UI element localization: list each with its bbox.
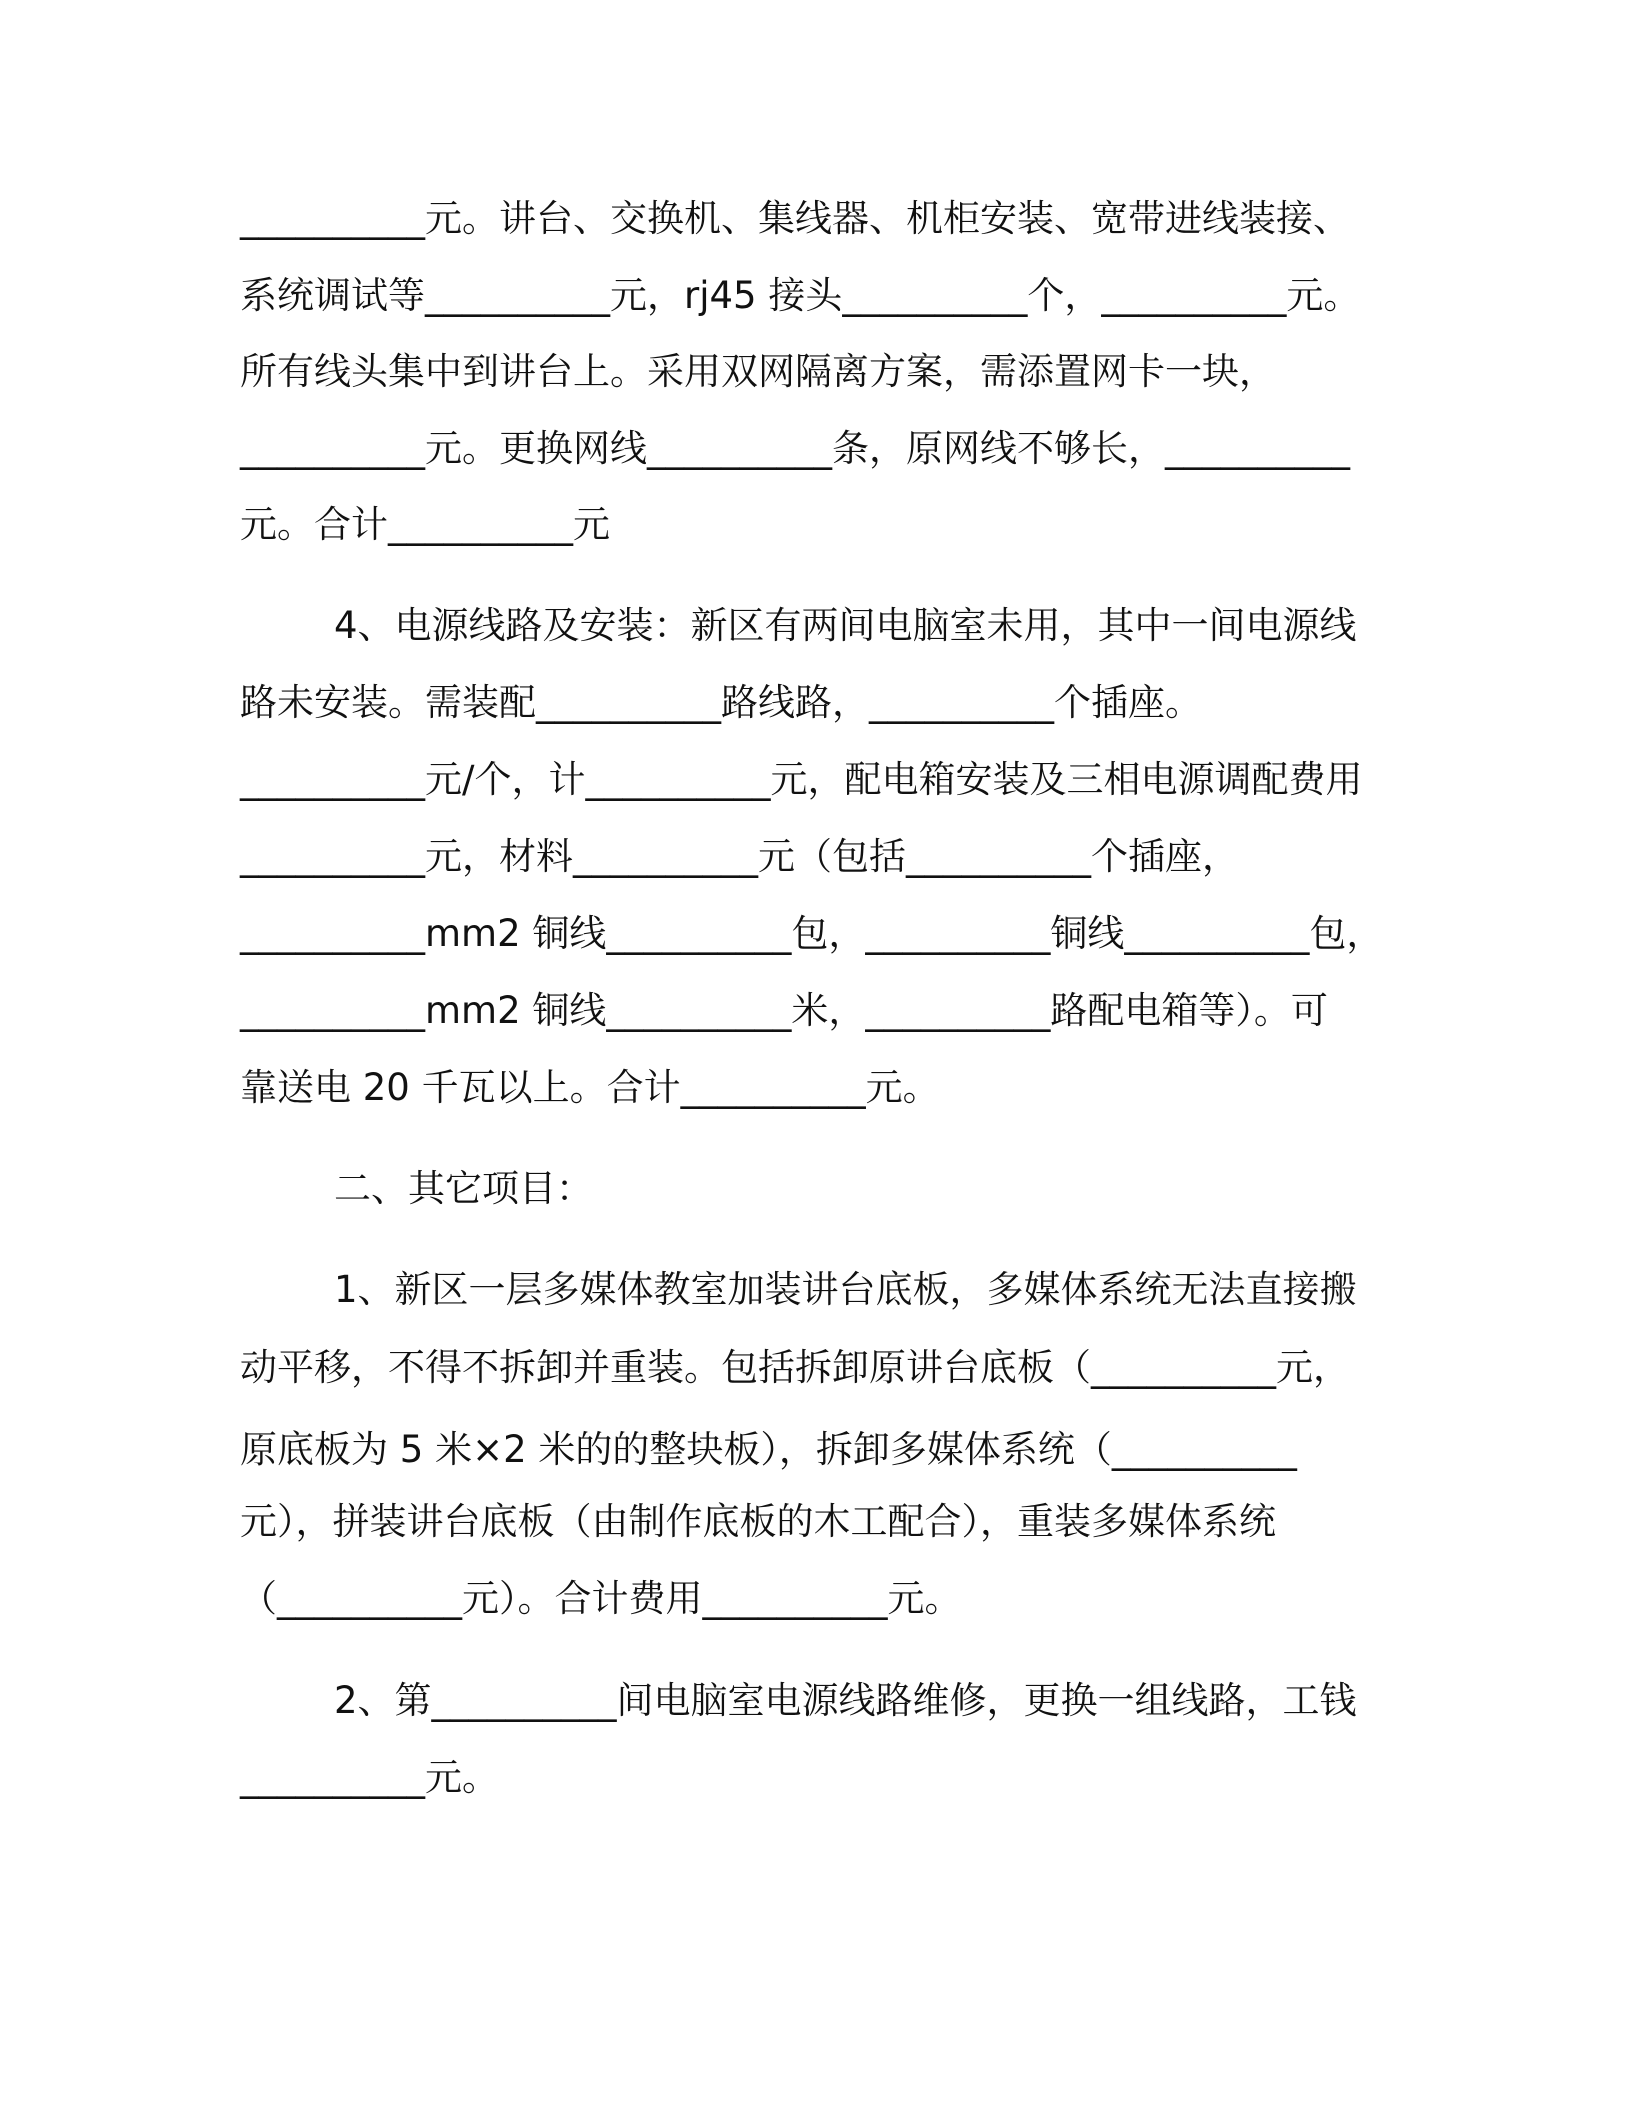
text-line: 元），拼装讲台底板（由制作底板的木工配合），重装多媒体系统 [240,1500,1276,1543]
text-line: 原底板为 5 米×2 米的的整块板），拆卸多媒体系统（__________ [240,1428,1297,1471]
text-line: __________元，材料__________元（包括__________个插座， [240,835,1239,878]
text-line: __________元。更换网线__________条，原网线不够长，__________ [240,427,1350,470]
text-line: 所有线头集中到讲台上。采用双网隔离方案，需添置网卡一块， [240,350,1276,393]
section-item-1: 1、新区一层多媒体教室加装讲台底板，多媒体系统无法直接搬 [334,1268,1357,1311]
text-line: 靠送电 20 千瓦以上。合计__________元。 [240,1066,940,1109]
text-line: 动平移，不得不拆卸并重装。包括拆卸原讲台底板（__________元， [240,1346,1350,1389]
text-line: __________元。讲台、交换机、集线器、机柜安装、宽带进线装接、 [240,197,1350,240]
text-line: __________元。 [240,1756,499,1799]
text-line: 系统调试等__________元，rj45 接头__________个，__________元。 [240,274,1361,317]
section-item-2: 2、第__________间电脑室电源线路维修，更换一组线路，工钱 [334,1679,1357,1722]
text-line: __________元/个，计__________元，配电箱安装及三相电源调配费用 [240,758,1363,801]
text-line: __________mm2 铜线__________包，__________铜线__________包， [240,912,1384,955]
text-line: （__________元）。合计费用__________元。 [240,1577,962,1620]
text-line: 元。合计__________元 [240,503,610,546]
text-line: 路未安装。需装配__________路线路，__________个插座。 [240,681,1202,724]
section-item-4: 4、电源线路及安装：新区有两间电脑室未用，其中一间电源线 [334,604,1357,647]
section-heading: 二、其它项目： [334,1167,593,1210]
text-line: __________mm2 铜线__________米，__________路配电箱等）。可 [240,989,1328,1032]
